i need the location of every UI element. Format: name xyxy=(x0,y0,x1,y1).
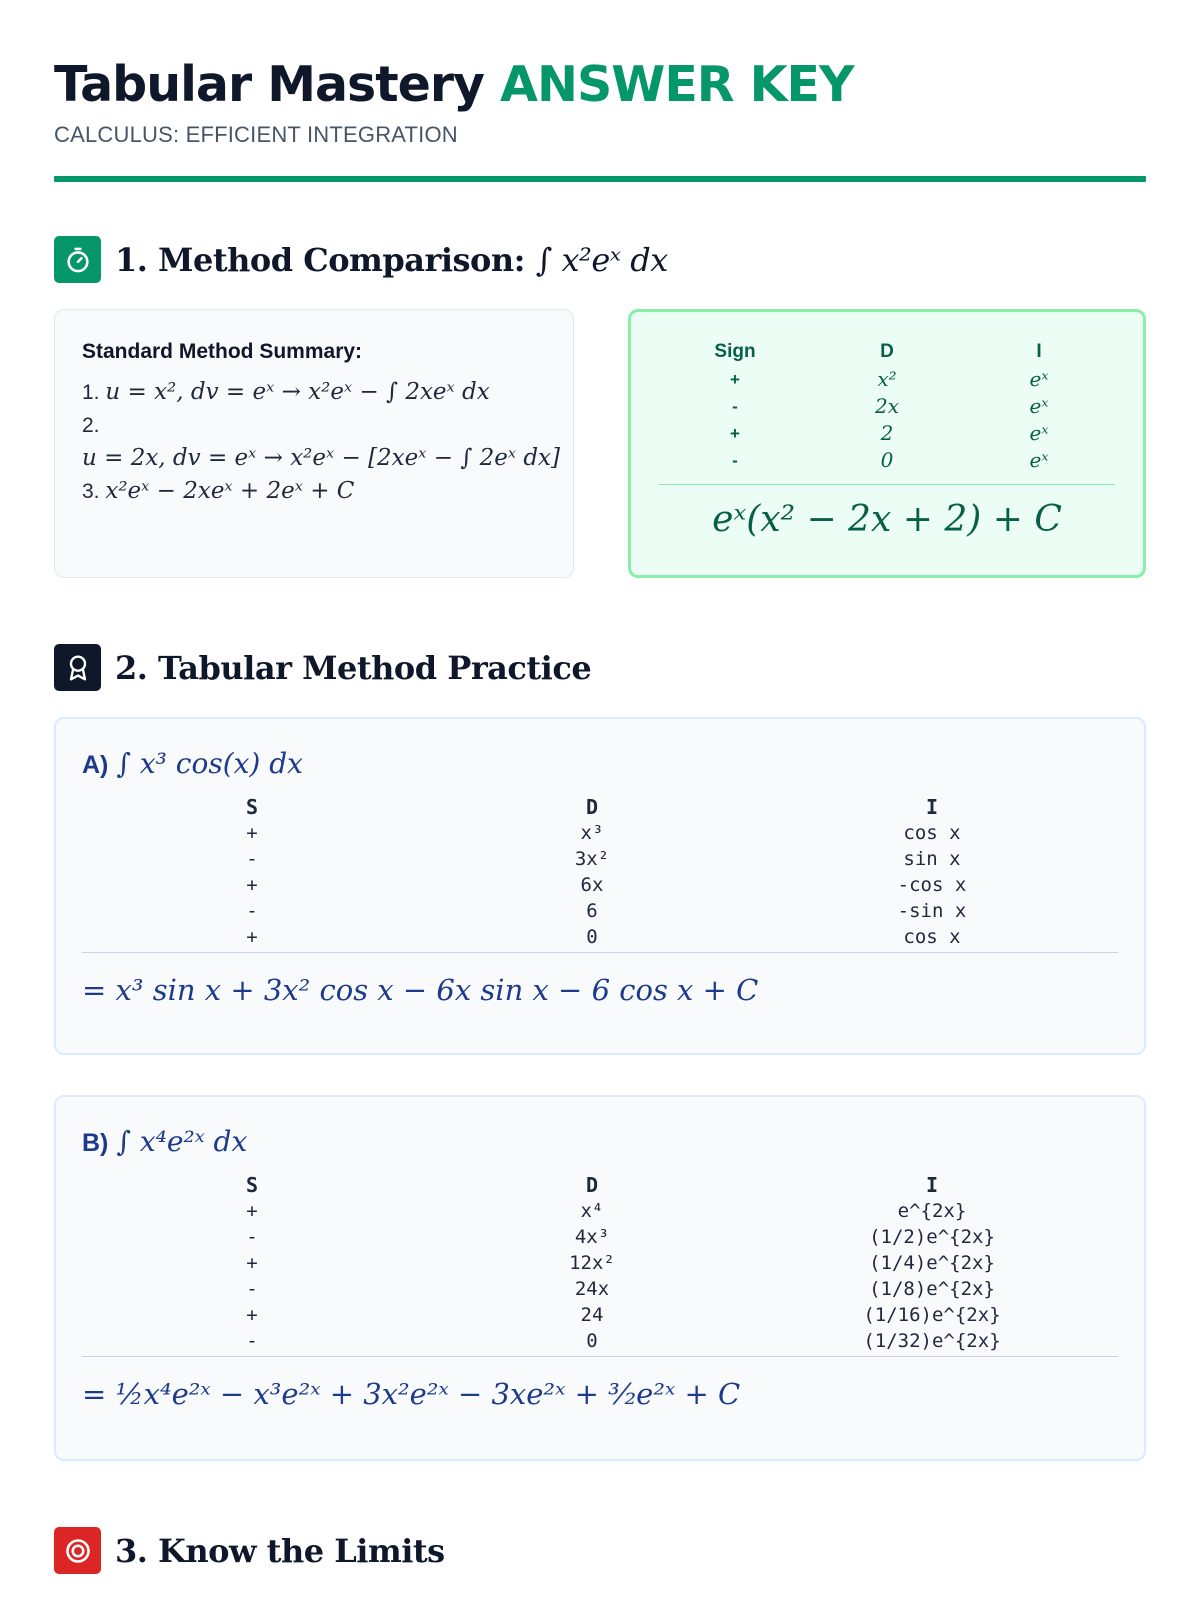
practice-card-b xyxy=(54,1095,1146,1461)
page-subtitle: CALCULUS: EFFICIENT INTEGRATION xyxy=(54,122,458,147)
table-cell: - xyxy=(246,848,258,870)
col-header-sign: Sign xyxy=(714,341,756,362)
problem-a-divider xyxy=(82,952,1118,953)
problem-a-label xyxy=(82,747,1118,780)
step2-number: 2. xyxy=(82,414,100,437)
section2-title: 2. Tabular Method Practice xyxy=(115,648,592,687)
table-cell: cos x xyxy=(903,926,961,948)
table-cell-i: eˣ xyxy=(1029,448,1049,472)
table-cell: 0 xyxy=(586,926,598,948)
title-main: Tabular Mastery xyxy=(54,56,484,113)
section-tabular-practice xyxy=(54,644,1146,1461)
tabular-table xyxy=(659,338,1115,474)
table-cell: 6x xyxy=(580,874,604,896)
problem-b-integral: ∫ x⁴e²ˣ dx xyxy=(116,1125,248,1158)
target-icon xyxy=(54,1527,101,1574)
table-cell: + xyxy=(246,874,258,896)
table-cell-d: x² xyxy=(877,367,897,391)
col-header-d: D xyxy=(880,341,894,362)
table-cell-sign: + xyxy=(730,424,740,443)
table-cell: x³ xyxy=(580,822,604,844)
method-comparison-row xyxy=(54,309,1146,578)
col-header-d: D xyxy=(585,795,599,819)
step1-number: 1. xyxy=(82,381,100,404)
table-cell-sign: + xyxy=(730,370,740,389)
tabular-result: eˣ(x² − 2x + 2) + C xyxy=(712,499,1062,540)
section-know-the-limits xyxy=(54,1527,1146,1574)
table-cell: -cos x xyxy=(897,874,967,896)
col-header-d: D xyxy=(585,1173,599,1197)
tabular-method-card xyxy=(628,309,1146,578)
problem-b-table xyxy=(82,1172,1118,1354)
col-header-i: I xyxy=(925,1173,939,1197)
col-header-i: I xyxy=(1036,341,1042,362)
step3-math: x²eˣ − 2xeˣ + 2eˣ + C xyxy=(105,478,355,504)
section1-heading xyxy=(54,236,1146,283)
table-cell: x⁴ xyxy=(580,1200,604,1222)
table-cell-sign: - xyxy=(732,397,738,416)
problem-b-result: = ½x⁴e²ˣ − x³e²ˣ + 3x²e²ˣ − 3xe²ˣ + ³⁄₂e²ˣ + C xyxy=(82,1377,741,1411)
section1-title xyxy=(115,241,668,279)
problem-a-letter: A) xyxy=(82,751,109,779)
standard-step-2 xyxy=(82,442,561,475)
table-cell: - xyxy=(246,900,258,922)
table-cell-i: eˣ xyxy=(1029,421,1049,445)
col-header-s: S xyxy=(245,795,259,819)
table-cell: - xyxy=(246,1330,258,1352)
problem-b-divider xyxy=(82,1356,1118,1357)
section3-heading xyxy=(54,1527,1146,1574)
table-cell: + xyxy=(246,1304,258,1326)
problem-b-letter: B) xyxy=(82,1129,109,1157)
table-cell: (1/2)e^{2x} xyxy=(869,1226,995,1248)
problem-a-integral: ∫ x³ cos(x) dx xyxy=(116,747,303,780)
table-cell-d: 2x xyxy=(874,394,899,418)
table-cell: (1/16)e^{2x} xyxy=(863,1304,1001,1326)
section1-title-text: 1. Method Comparison: xyxy=(115,240,525,279)
table-cell: (1/32)e^{2x} xyxy=(863,1330,1001,1352)
section1-integral: ∫ x²eˣ dx xyxy=(535,240,668,279)
table-cell: sin x xyxy=(903,848,961,870)
step1-math: u = x², dv = eˣ → x²eˣ − ∫ 2xeˣ dx xyxy=(105,379,490,405)
problem-a-table xyxy=(82,794,1118,950)
table-cell: 3x² xyxy=(574,848,610,870)
table-cell: 6 xyxy=(586,900,598,922)
table-cell: cos x xyxy=(903,822,961,844)
standard-step-1 xyxy=(82,376,546,409)
table-cell: - xyxy=(246,1278,258,1300)
table-cell: + xyxy=(246,1252,258,1274)
table-cell-i: eˣ xyxy=(1029,394,1049,418)
stopwatch-icon xyxy=(54,236,101,283)
col-header-s: S xyxy=(245,1173,259,1197)
table-cell: (1/8)e^{2x} xyxy=(869,1278,995,1300)
section3-title: 3. Know the Limits xyxy=(115,1531,445,1570)
table-cell: e^{2x} xyxy=(897,1200,967,1222)
table-cell: -sin x xyxy=(897,900,967,922)
practice-card-a xyxy=(54,717,1146,1055)
page-title xyxy=(54,54,1146,116)
standard-step-2-number-line xyxy=(82,409,546,442)
table-cell: 0 xyxy=(586,1330,598,1352)
table-cell: - xyxy=(246,1226,258,1248)
header-divider xyxy=(54,176,1146,182)
step2-math: u = 2x, dv = eˣ → x²eˣ − [2xeˣ − ∫ 2eˣ dx] xyxy=(82,445,561,471)
award-ribbon-icon xyxy=(54,644,101,691)
section2-heading xyxy=(54,644,1146,691)
section-method-comparison xyxy=(54,236,1146,578)
problem-b-label xyxy=(82,1125,1118,1158)
page-header xyxy=(54,0,1146,182)
standard-method-card xyxy=(54,309,574,578)
title-accent: ANSWER KEY xyxy=(500,56,854,113)
problem-a-result: = x³ sin x + 3x² cos x − 6x sin x − 6 cos x + C xyxy=(82,973,759,1007)
table-cell: 12x² xyxy=(569,1252,615,1274)
standard-step-3 xyxy=(82,475,546,508)
standard-method-title: Standard Method Summary: xyxy=(82,340,363,363)
table-cell: 24 xyxy=(580,1304,604,1326)
table-cell: 4x³ xyxy=(574,1226,610,1248)
tabular-divider xyxy=(659,484,1115,485)
table-cell: (1/4)e^{2x} xyxy=(869,1252,995,1274)
col-header-i: I xyxy=(925,795,939,819)
table-cell: + xyxy=(246,822,258,844)
table-cell: + xyxy=(246,1200,258,1222)
table-cell: + xyxy=(246,926,258,948)
step3-number: 3. xyxy=(82,480,100,503)
table-cell-i: eˣ xyxy=(1029,367,1049,391)
table-cell-d: 2 xyxy=(880,421,894,445)
table-cell-d: 0 xyxy=(880,448,894,472)
table-cell: 24x xyxy=(574,1278,610,1300)
table-cell-sign: - xyxy=(732,451,738,470)
